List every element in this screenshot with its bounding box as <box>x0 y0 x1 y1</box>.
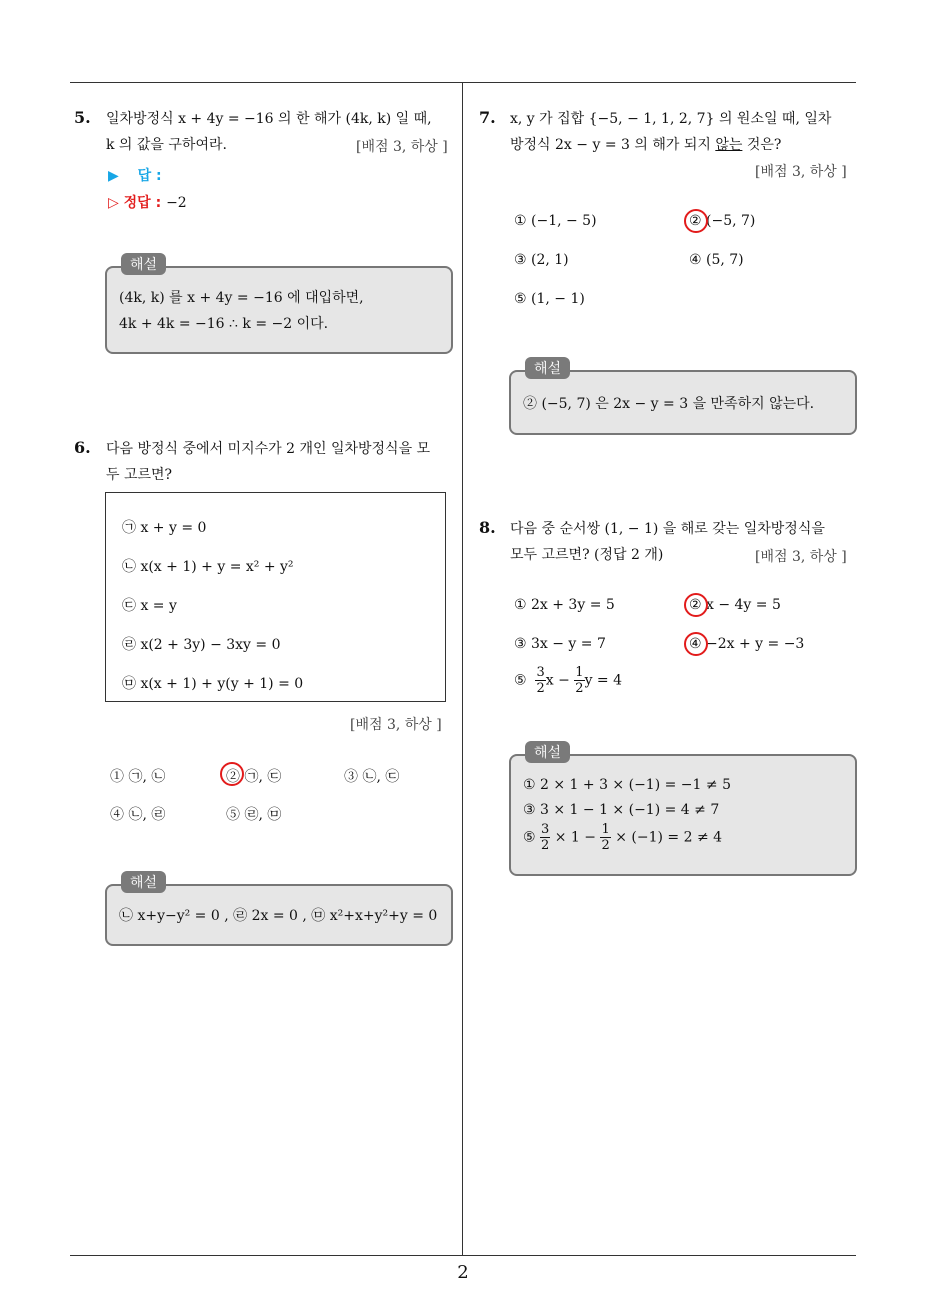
q7-underlined-word: 않는 <box>715 137 743 153</box>
explanation-line: ㉡ x+y−y² = 0 , ㉣ 2x = 0 , ㉤ x²+x+y²+y = 0 <box>119 908 438 924</box>
fraction <box>574 665 584 696</box>
q7-number: 7. <box>479 108 496 127</box>
q5-score: [배점 3, 하상 ] <box>356 139 448 155</box>
fraction <box>540 822 550 853</box>
explanation-text: × 1 − <box>554 829 597 846</box>
explanation-line: ① 2 × 1 + 3 × (−1) = −1 ≠ 5 <box>523 777 731 793</box>
q6-choice-5[interactable]: ⑤ ㉣, ㉤ <box>226 807 282 823</box>
q8-selected-circle <box>684 632 708 656</box>
choice-number: ⑤ <box>514 672 527 689</box>
q6-item: ㉡ x(x + 1) + y = x² + y² <box>122 559 294 575</box>
fraction-denominator: 2 <box>536 681 545 696</box>
explanation-line: ② (−5, 7) 은 2x − y = 3 을 만족하지 않는다. <box>523 396 815 412</box>
q7-explanation-box <box>509 361 857 435</box>
top-rule <box>70 82 856 83</box>
fraction-numerator: 3 <box>536 665 545 680</box>
q7-text-line1: x, y 가 집합 {−5, − 1, 1, 2, 7} 의 원소일 때, 일차 <box>510 111 832 127</box>
fraction-numerator: 1 <box>575 665 584 680</box>
q7-selected-circle <box>684 209 708 233</box>
q7-choice-2[interactable]: ② (−5, 7) <box>689 213 756 229</box>
q8-text-line2: 모두 고르면? (정답 2 개) <box>510 547 664 563</box>
explanation-tag: 해설 <box>525 357 570 379</box>
q5-text-line2: k 의 값을 구하여라. <box>106 137 227 153</box>
correct-label: 정답 : <box>123 195 162 211</box>
q8-choice-3[interactable]: ③ 3x − y = 7 <box>514 636 606 652</box>
explanation-line: 4k + 4k = −16 ∴ k = −2 이다. <box>119 316 329 332</box>
explanation-tag: 해설 <box>121 871 166 893</box>
q6-score: [배점 3, 하상 ] <box>350 717 442 733</box>
choice-text: y = 4 <box>584 672 623 689</box>
q5-correct-row <box>108 192 187 212</box>
q8-choice-1[interactable]: ① 2x + 3y = 5 <box>514 597 615 613</box>
q7-score: [배점 3, 하상 ] <box>755 164 847 180</box>
correct-marker-icon: ▷ <box>108 195 119 211</box>
q5-explanation-box <box>105 257 453 354</box>
correct-value: −2 <box>166 195 187 211</box>
choice-number: ⑤ <box>523 829 536 846</box>
q8-choice-2[interactable]: ② x − 4y = 5 <box>689 597 781 613</box>
q7-choice-1[interactable]: ① (−1, − 5) <box>514 213 597 229</box>
explanation-line: ③ 3 × 1 − 1 × (−1) = 4 ≠ 7 <box>523 802 720 818</box>
q6-item: ㉢ x = y <box>122 598 177 614</box>
explanation-tag: 해설 <box>525 741 570 763</box>
q6-choice-3[interactable]: ③ ㉡, ㉢ <box>344 769 400 785</box>
fraction <box>535 665 545 696</box>
fraction-numerator: 3 <box>541 822 550 837</box>
q8-score: [배점 3, 하상 ] <box>755 549 847 565</box>
answer-label: 답 : <box>137 168 162 184</box>
fraction-denominator: 2 <box>601 838 610 853</box>
q7-text-line2 <box>510 132 781 158</box>
q7-choice-3[interactable]: ③ (2, 1) <box>514 252 569 268</box>
q6-item: ㉣ x(2 + 3y) − 3xy = 0 <box>122 637 281 653</box>
explanation-line: (4k, k) 를 x + 4y = −16 에 대입하면, <box>119 290 364 306</box>
fraction-denominator: 2 <box>541 838 550 853</box>
q5-answer-row <box>108 165 162 185</box>
q5-number: 5. <box>74 108 91 127</box>
explanation-line <box>523 822 722 853</box>
explanation-text: × (−1) = 2 ≠ 4 <box>615 829 723 846</box>
q7-choice-5[interactable]: ⑤ (1, − 1) <box>514 291 585 307</box>
page-number: 2 <box>457 1262 469 1283</box>
q6-explanation-box <box>105 875 453 946</box>
fraction-numerator: 1 <box>601 822 610 837</box>
answer-marker-icon: ▶ <box>108 168 119 184</box>
q8-text-line1: 다음 중 순서쌍 (1, − 1) 을 해로 갖는 일차방정식을 <box>510 521 825 537</box>
explanation-tag: 해설 <box>121 253 166 275</box>
q6-choice-1[interactable]: ① ㉠, ㉡ <box>110 769 166 785</box>
q5-text-line1: 일차방정식 x + 4y = −16 의 한 해가 (4k, k) 일 때, <box>106 111 432 127</box>
column-divider <box>462 83 463 1256</box>
q7-choice-4[interactable]: ④ (5, 7) <box>689 252 744 268</box>
q8-choice-4[interactable]: ④ −2x + y = −3 <box>689 636 805 652</box>
q6-choice-2[interactable]: ② ㉠, ㉢ <box>226 769 282 785</box>
q6-selected-circle <box>220 762 244 786</box>
q6-items-frame <box>105 492 446 702</box>
q6-number: 6. <box>74 438 91 457</box>
q6-choice-4[interactable]: ④ ㉡, ㉣ <box>110 807 166 823</box>
q8-selected-circle <box>684 593 708 617</box>
choice-text: x − <box>545 672 570 689</box>
q7-text-part: 방정식 2x − y = 3 의 해가 되지 <box>510 137 716 153</box>
fraction <box>600 822 610 853</box>
q8-number: 8. <box>479 518 496 537</box>
bottom-rule <box>70 1255 856 1256</box>
q8-explanation-box <box>509 745 857 876</box>
q6-item: ㉠ x + y = 0 <box>122 520 207 536</box>
q6-text-line2: 두 고르면? <box>106 467 173 483</box>
q8-choice-5[interactable] <box>514 665 622 696</box>
q7-text-part: 것은? <box>742 137 782 153</box>
q6-item: ㉤ x(x + 1) + y(y + 1) = 0 <box>122 676 304 692</box>
q6-text-line1: 다음 방정식 중에서 미지수가 2 개인 일차방정식을 모 <box>106 441 431 457</box>
fraction-denominator: 2 <box>575 681 584 696</box>
